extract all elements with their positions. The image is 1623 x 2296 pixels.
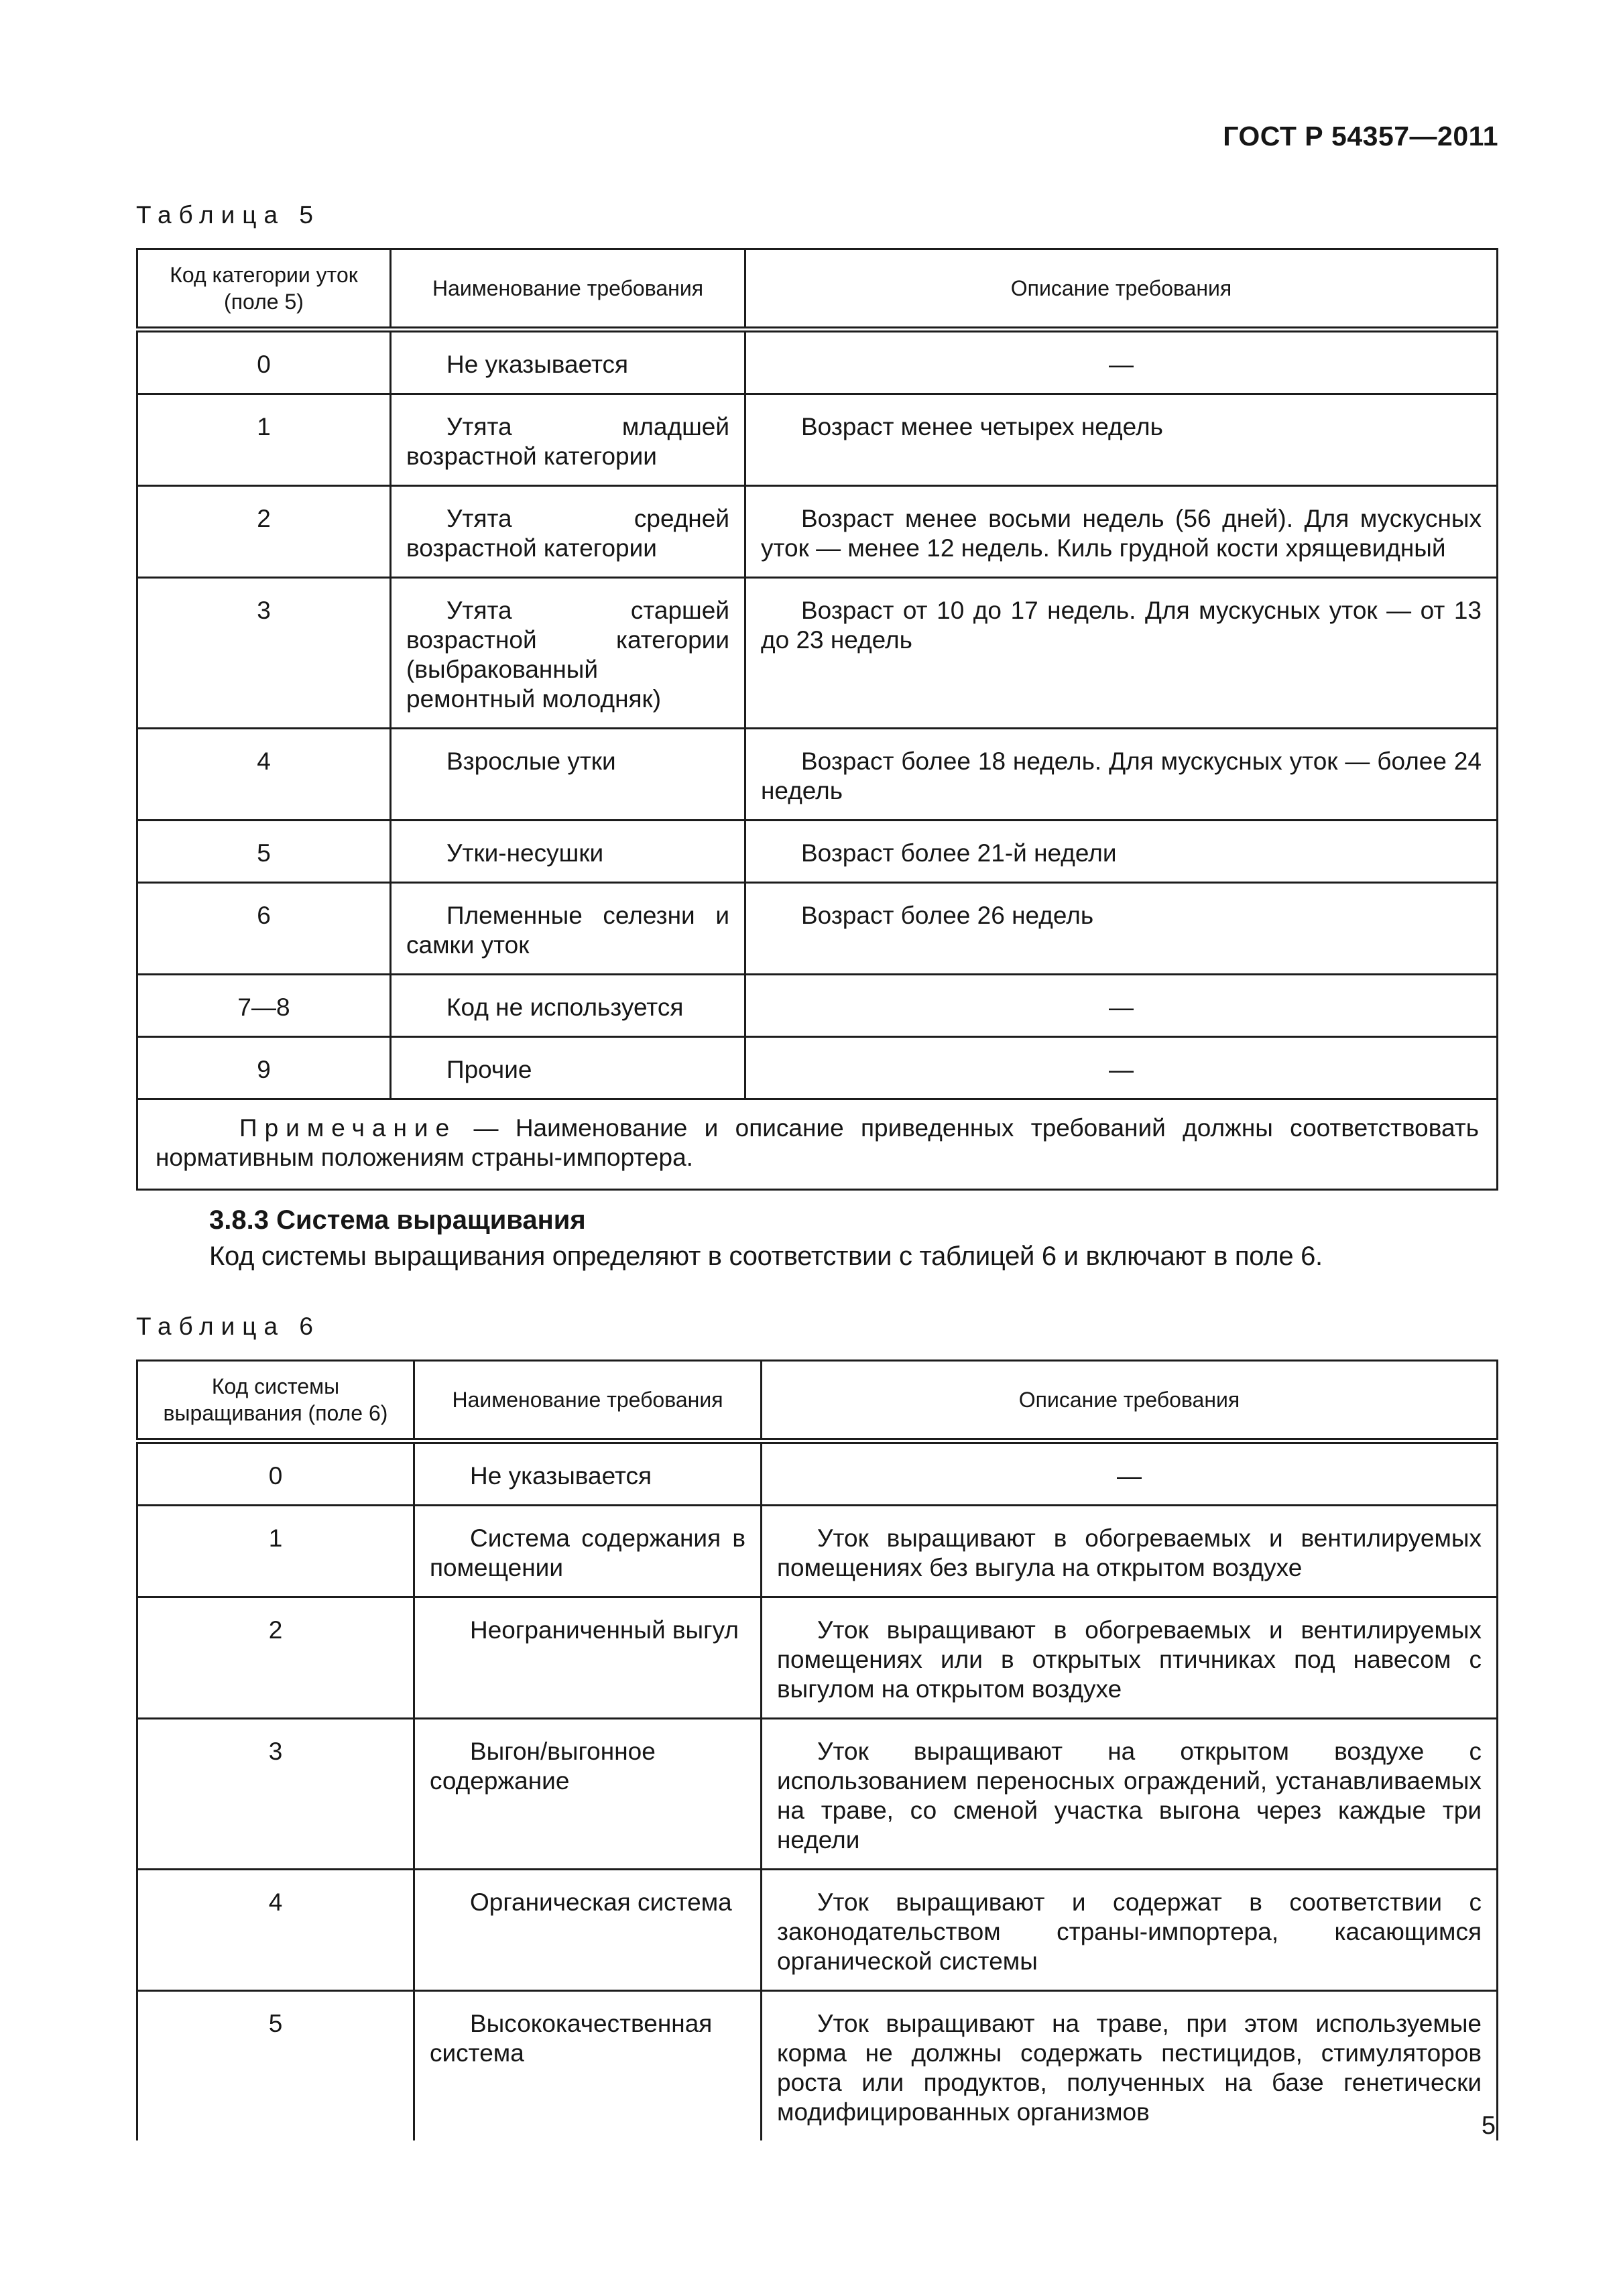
table5-description-cell: — [745, 975, 1498, 1037]
section-title: 3.8.3 Система выращивания [209, 1205, 586, 1235]
table5-code-cell: 1 [137, 394, 391, 486]
table5-code-cell: 2 [137, 486, 391, 578]
table6-name-cell: Система содержания в помещении [414, 1506, 762, 1597]
table5-code-cell: 6 [137, 883, 391, 975]
table-row [137, 578, 1498, 729]
table6-code-cell: 2 [137, 1597, 414, 1719]
table6 [136, 1360, 1498, 2140]
table5-code-cell: 3 [137, 578, 391, 729]
table6-description-cell: Уток выращивают в обогреваемых и вентилируемых помещениях или в открытых птичниках под навесом с выгулом на открытом воздухе [762, 1597, 1498, 1719]
table6-name-cell: Органическая система [414, 1870, 762, 1991]
table5-name-cell: Не указывается [391, 330, 745, 394]
table6-description-cell: Уток выращивают в обогреваемых и вентилируемых помещениях без выгула на открытом воздухе [762, 1506, 1498, 1597]
table5-name-cell: Утята младшей возрастной категории [391, 394, 745, 486]
table5-name-cell: Утята старшей возрастной категории (выбракованный ремонтный молодняк) [391, 578, 745, 729]
table5-name-cell: Утята средней возрастной категории [391, 486, 745, 578]
table-row [137, 729, 1498, 821]
table-row [137, 486, 1498, 578]
table-row [137, 1506, 1498, 1597]
table6-code-cell: 4 [137, 1870, 414, 1991]
table6-name-cell: Не указывается [414, 1441, 762, 1506]
page-number: 5 [1481, 2112, 1496, 2140]
table5-header-code: Код категории уток (поле 5) [137, 249, 391, 330]
table-row [137, 1870, 1498, 1991]
table6-description-cell: Уток выращивают на открытом воздухе с использованием переносных ограждений, устанавливаемых на траве, со сменой участка выгона через каждые три недели [762, 1719, 1498, 1870]
table6-code-cell: 1 [137, 1506, 414, 1597]
table6-name-cell: Неограниченный выгул [414, 1597, 762, 1719]
table5-header-row [137, 249, 1498, 330]
table6-caption: Таблица 6 [136, 1313, 320, 1340]
table5-description-cell: — [745, 330, 1498, 394]
table6-description-cell: — [762, 1441, 1498, 1506]
document-standard-number: ГОСТ Р 54357—2011 [1223, 121, 1498, 152]
table5-name-cell: Племенные селезни и самки уток [391, 883, 745, 975]
table-row [137, 1441, 1498, 1506]
table5-description-cell: Возраст более 21-й недели [745, 821, 1498, 883]
table6-description-cell: Уток выращивают и содержат в соответствии с законодательством страны-импортера, касающимся органической системы [762, 1870, 1498, 1991]
table-row [137, 1037, 1498, 1099]
table5-code-cell: 4 [137, 729, 391, 821]
table6-name-cell: Высококачественная система [414, 1991, 762, 2141]
table5-description-cell: Возраст менее восьми недель (56 дней). Для мускусных уток — менее 12 недель. Киль грудной кости хрящевидный [745, 486, 1498, 578]
table5-caption: Таблица 5 [136, 201, 320, 229]
note-text: — Наименование и описание приведенных требований должны соответствовать нормативным положениям страны-импортера. [156, 1114, 1479, 1171]
table-row [137, 330, 1498, 394]
table-row [137, 1597, 1498, 1719]
table-row [137, 883, 1498, 975]
table6-description-cell: Уток выращивают на траве, при этом используемые корма не должны содержать пестицидов, стимуляторов роста или продуктов, полученных на базе генетически модифицированных организмов [762, 1991, 1498, 2141]
table5-name-cell: Код не используется [391, 975, 745, 1037]
table6-code-cell: 3 [137, 1719, 414, 1870]
note-label: Примечание [239, 1114, 457, 1142]
table-row [137, 821, 1498, 883]
table5-description-cell: — [745, 1037, 1498, 1099]
table5-name-cell: Взрослые утки [391, 729, 745, 821]
table-row [137, 394, 1498, 486]
table6-code-cell: 0 [137, 1441, 414, 1506]
table5-code-cell: 0 [137, 330, 391, 394]
table5-code-cell: 9 [137, 1037, 391, 1099]
table5-header-description: Описание требования [745, 249, 1498, 330]
table5-description-cell: Возраст более 26 недель [745, 883, 1498, 975]
table6-header-description: Описание требования [762, 1361, 1498, 1441]
table6-code-cell: 5 [137, 1991, 414, 2141]
table6-header-row [137, 1361, 1498, 1441]
table5-note-row [137, 1099, 1498, 1190]
table5-header-name: Наименование требования [391, 249, 745, 330]
table6-header-code: Код системы выращивания (поле 6) [137, 1361, 414, 1441]
table5-description-cell: Возраст от 10 до 17 недель. Для мускусных уток — от 13 до 23 недель [745, 578, 1498, 729]
table6-header-name: Наименование требования [414, 1361, 762, 1441]
section-paragraph: Код системы выращивания определяют в соответствии с таблицей 6 и включают в поле 6. [209, 1242, 1323, 1271]
table6-name-cell: Выгон/выгонное содержание [414, 1719, 762, 1870]
table5-code-cell: 5 [137, 821, 391, 883]
table5-description-cell: Возраст более 18 недель. Для мускусных уток — более 24 недель [745, 729, 1498, 821]
table5-name-cell: Прочие [391, 1037, 745, 1099]
table-row [137, 1991, 1498, 2141]
table5-description-cell: Возраст менее четырех недель [745, 394, 1498, 486]
table-row [137, 1719, 1498, 1870]
table5-name-cell: Утки-несушки [391, 821, 745, 883]
table-row [137, 975, 1498, 1037]
table5 [136, 248, 1498, 1191]
table5-code-cell: 7—8 [137, 975, 391, 1037]
table5-note [137, 1099, 1498, 1190]
